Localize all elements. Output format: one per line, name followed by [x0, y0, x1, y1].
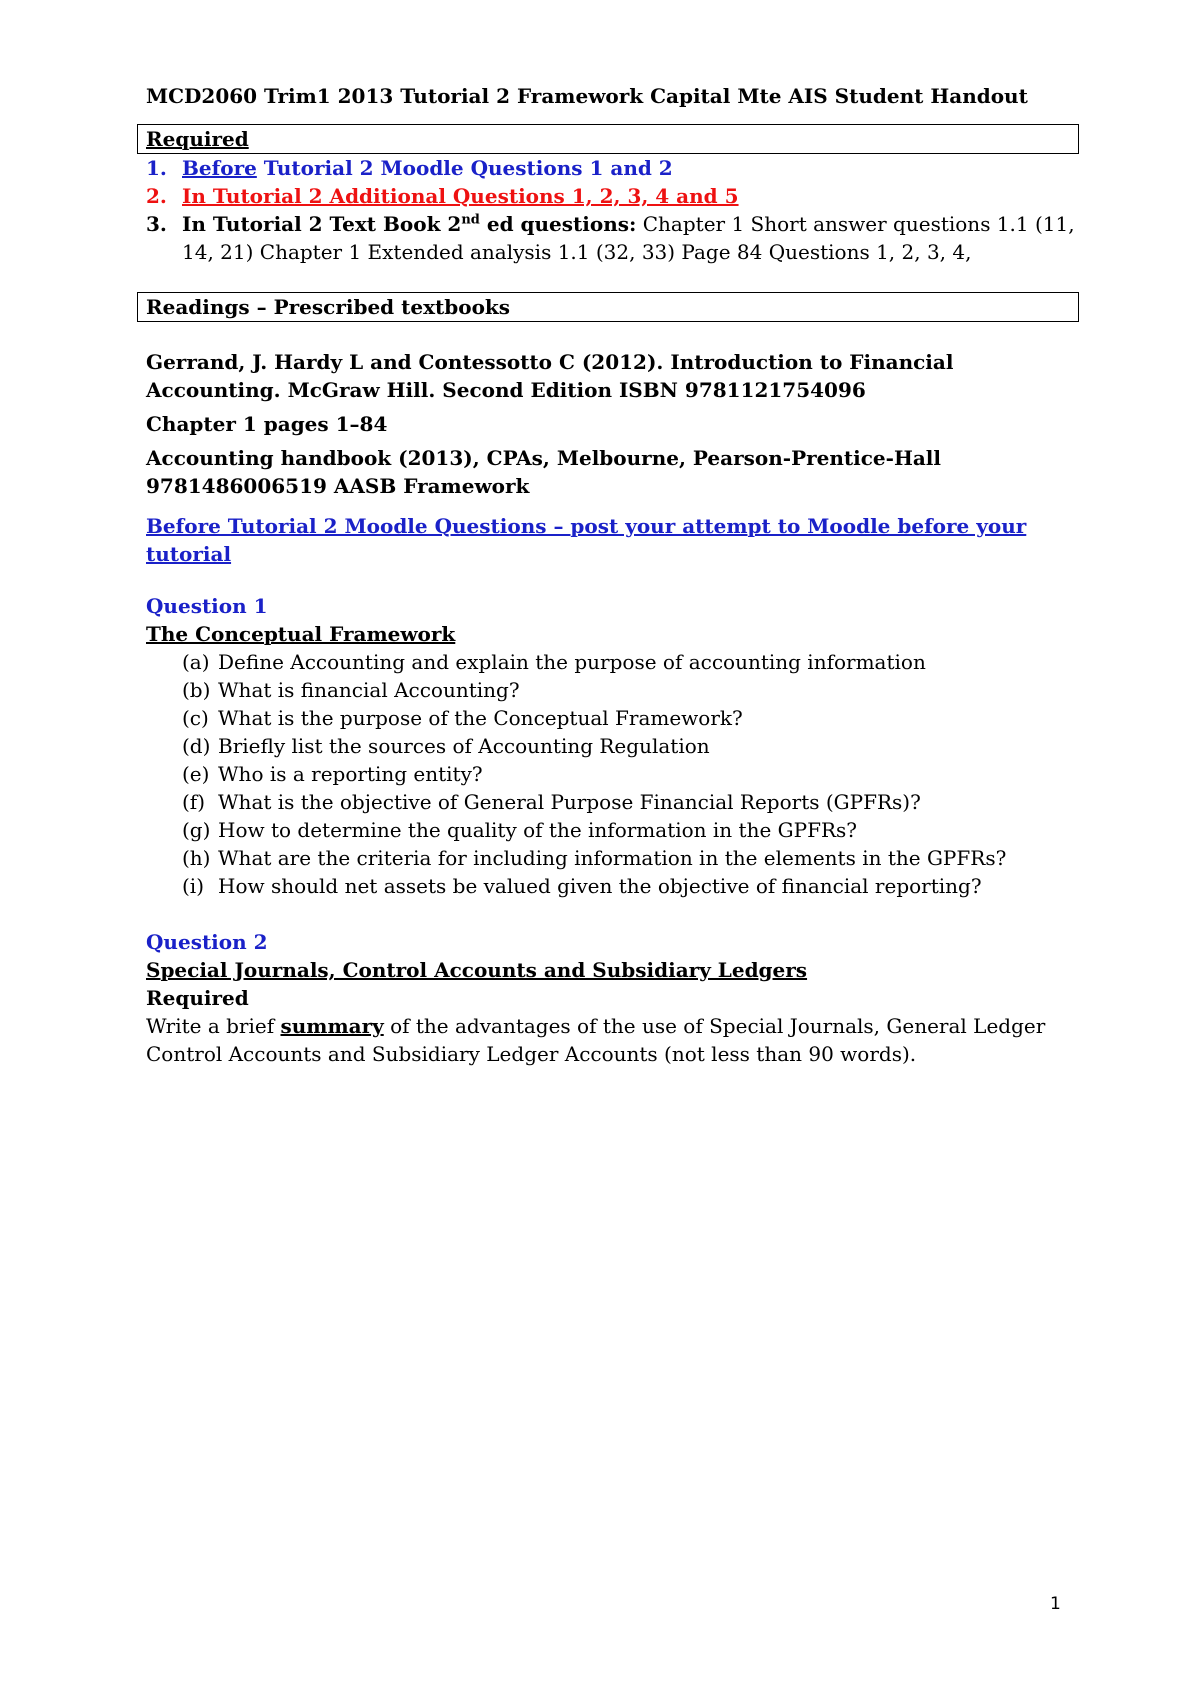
question-1-item: (b) What is financial Accounting? [182, 678, 520, 702]
readings-box [137, 292, 1079, 322]
question-1-item: (a) Define Accounting and explain the purpose of accounting information [182, 650, 926, 674]
question-1-item: (e) Who is a reporting entity? [182, 762, 483, 786]
moodle-questions-link[interactable]: Before Tutorial 2 Moodle Questions – post your attempt to Moodle before your tutorial [146, 514, 1027, 566]
reading-gerrand: Gerrand, J. Hardy L and Contessotto C (2012). Introduction to Financial Accounting. McGraw Hill. Second Edition ISBN 9781121754096 [146, 350, 954, 402]
question-1-list [146, 648, 1076, 900]
summary-word: summary [280, 1014, 384, 1038]
reading-chapter: Chapter 1 pages 1–84 [146, 412, 388, 436]
required-item-2: 2. In Tutorial 2 Additional Questions 1, 2, 3, 4 and 5 [146, 184, 739, 208]
question-1-heading: Question 1 [146, 594, 268, 618]
readings-heading: Readings – Prescribed textbooks [146, 295, 511, 319]
before-word: Before [182, 156, 257, 180]
reading-handbook: Accounting handbook (2013), CPAs, Melbourne, Pearson-Prentice-Hall 9781486006519 AASB Framework [146, 446, 941, 498]
question-2-required: Required [146, 986, 249, 1010]
question-2-text: Write a brief summary of the advantages of the use of Special Journals, General Ledger Control Accounts and Subsidiary Ledger Accounts (not less than 90 words). [146, 1014, 1046, 1066]
question-1-item: (g) How to determine the quality of the information in the GPFRs? [182, 818, 858, 842]
question-2-heading: Question 2 [146, 930, 268, 954]
required-item-3: 3. In Tutorial 2 Text Book 2nd ed questions: Chapter 1 Short answer questions 1.1 (11, 14, 21) Chapter 1 Extended analysis 1.1 (32, 33) Page 84 Questions 1, 2, 3, 4, [146, 212, 1075, 264]
page-number: 1 [1050, 1594, 1061, 1614]
required-item-2-text: In Tutorial 2 Additional Questions 1, 2, 3, 4 and 5 [182, 184, 739, 208]
question-1-subheading: The Conceptual Framework [146, 622, 456, 646]
required-item-3-text: Chapter 1 Short answer questions 1.1 (11, 14, 21) Chapter 1 Extended analysis 1.1 (32, 33) Page 84 Questions 1, 2, 3, 4, [182, 212, 1075, 264]
question-1-item: (h) What are the criteria for including information in the elements in the GPFRs? [182, 846, 1007, 870]
question-1-item: (d) Briefly list the sources of Accounting Regulation [182, 734, 710, 758]
document-title: MCD2060 Trim1 2013 Tutorial 2 Framework Capital Mte AIS Student Handout [146, 84, 1028, 108]
required-box [137, 124, 1079, 154]
question-1-item: (i) How should net assets be valued given the objective of financial reporting? [182, 874, 982, 898]
required-list [146, 154, 1076, 266]
required-item-1-text: Tutorial 2 Moodle Questions 1 and 2 [256, 156, 673, 180]
required-heading: Required [146, 127, 249, 151]
question-1-item: (f) What is the objective of General Purpose Financial Reports (GPFRs)? [182, 790, 921, 814]
required-item-1: 1. Before Tutorial 2 Moodle Questions 1 and 2 [146, 156, 673, 180]
question-1-item: (c) What is the purpose of the Conceptual Framework? [182, 706, 743, 730]
question-2-subheading: Special Journals, Control Accounts and Subsidiary Ledgers [146, 958, 808, 982]
